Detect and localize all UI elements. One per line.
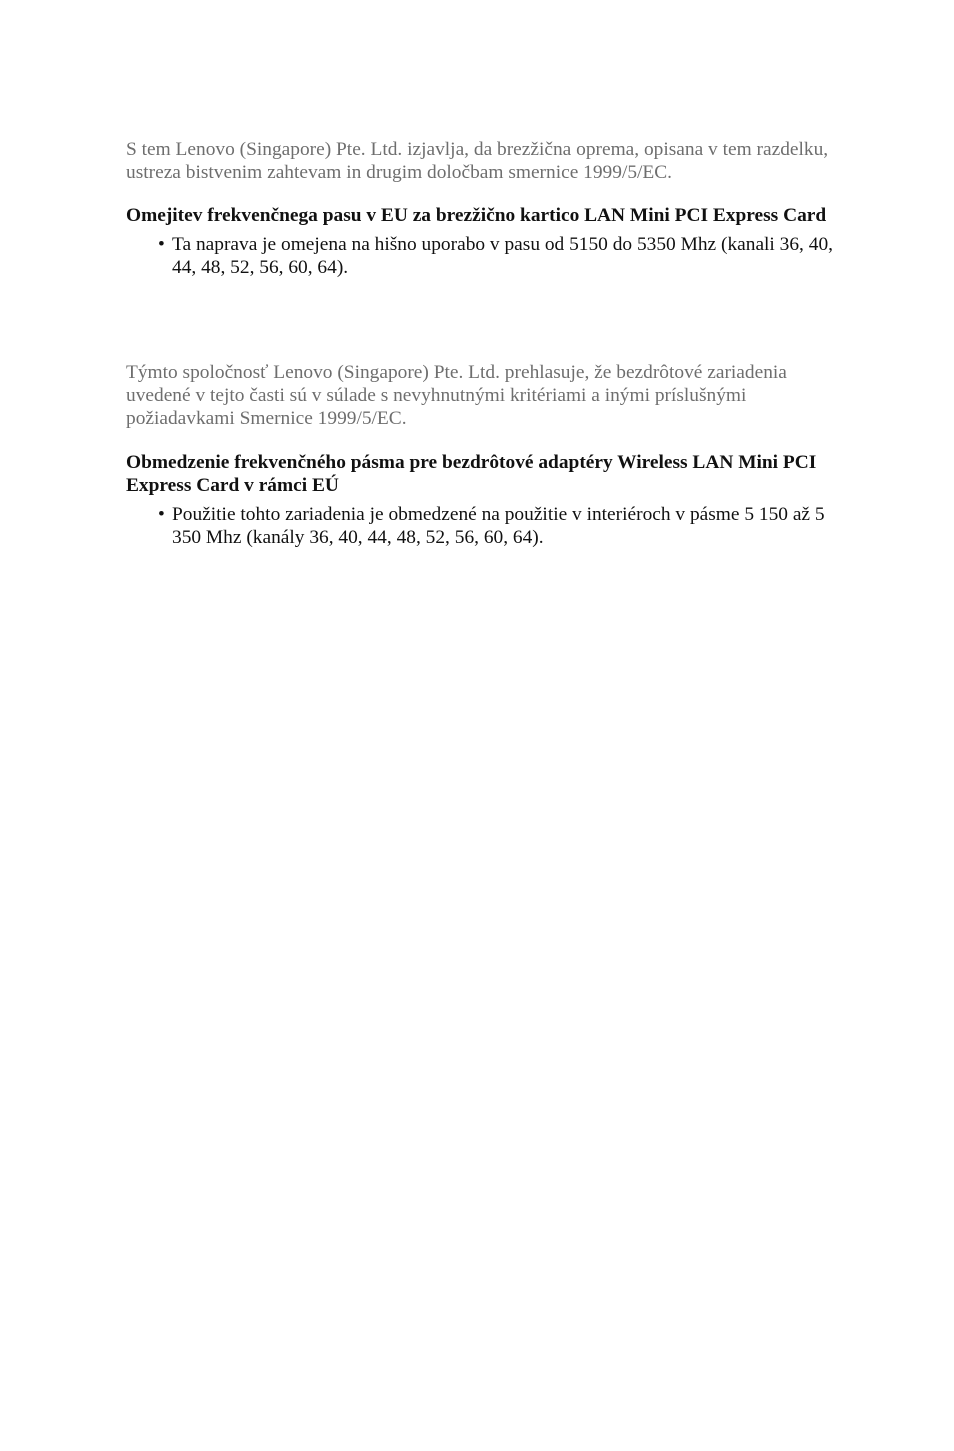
list-item-text: Ta naprava je omejena na hišno uporabo v pasu od 5150 do 5350 Mhz (kanali 36, 40, 44, 48, 52, 56, 60, 64). (172, 234, 833, 278)
declaration-text: S tem Lenovo (Singapore) Pte. Ltd. izjavlja, da brezžična oprema, opisana v tem razdelku, ustreza bistvenim zahtevam in drugim določbam smernice 1999/5/EC. (126, 139, 829, 183)
bullet-icon: • (158, 504, 165, 525)
bullet-icon: • (158, 234, 165, 255)
section-heading: Omejitev frekvenčnega pasu v EU za brezžično kartico LAN Mini PCI Express Card (126, 205, 827, 226)
bullet-list (126, 503, 838, 549)
slovak-section (126, 361, 838, 549)
bullet-list (126, 233, 838, 279)
section-heading: Obmedzenie frekvenčného pásma pre bezdrôtové adaptéry Wireless LAN Mini PCI Express Card v rámci EÚ (126, 452, 817, 496)
list-item (126, 503, 838, 549)
list-item-text: Použitie tohto zariadenia je obmedzené na použitie v interiéroch v pásme 5 150 až 5 350 Mhz (kanály 36, 40, 44, 48, 52, 56, 60, 64). (172, 504, 825, 548)
slovenian-section (126, 138, 838, 279)
declaration-text: Týmto spoločnosť Lenovo (Singapore) Pte. Ltd. prehlasuje, že bezdrôtové zariadenia uvedené v tejto časti sú v súlade s nevyhnutnými kritériami a inými príslušnými požiadavkami Smernice 1999/5/EC. (126, 362, 787, 429)
list-item (126, 233, 838, 279)
